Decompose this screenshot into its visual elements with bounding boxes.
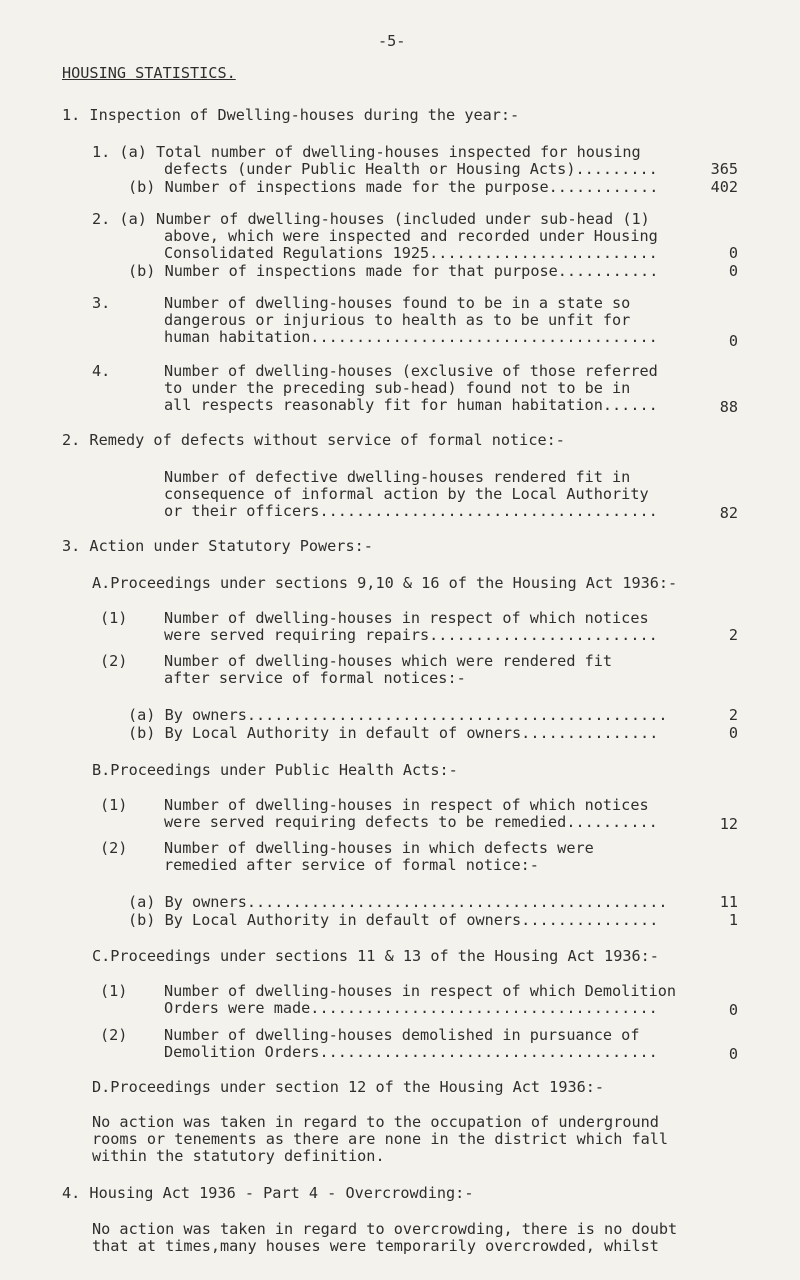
item-b2b-value: 1 xyxy=(728,911,738,929)
subsection-a-title: A.Proceedings under sections 9,10 & 16 of the Housing Act 1936:- xyxy=(92,574,678,592)
item-2b-line-1: (b) Number of inspections made for that purpose........... xyxy=(128,262,659,280)
item-b1-line-2: were served requiring defects to be remedied.......... xyxy=(164,813,658,831)
item-a1-number: (1) xyxy=(100,609,128,627)
section-3-title: 3. Action under Statutory Powers:- xyxy=(62,537,373,555)
item-c2-value: 0 xyxy=(728,1045,738,1063)
item-a2-number: (2) xyxy=(100,652,128,670)
item-b1-line-1: Number of dwelling-houses in respect of which notices xyxy=(164,796,649,814)
item-a2-line-2: after service of formal notices:- xyxy=(164,669,466,687)
section-2-title: 2. Remedy of defects without service of formal notice:- xyxy=(62,431,565,449)
section-1-title: 1. Inspection of Dwelling-houses during the year:- xyxy=(62,106,520,124)
item-a2-line-1: Number of dwelling-houses which were rendered fit xyxy=(164,652,613,670)
item-1a-value: 365 xyxy=(710,160,738,178)
item-4-line-1: Number of dwelling-houses (exclusive of those referred xyxy=(164,362,658,380)
item-a1-line-2: were served requiring repairs......................... xyxy=(164,626,658,644)
item-a2b-value: 0 xyxy=(728,724,738,742)
item-2a-value: 0 xyxy=(728,244,738,262)
item-1b-value: 402 xyxy=(710,178,738,196)
subsection-d-line-3: within the statutory definition. xyxy=(92,1147,385,1165)
subsection-c-title: C.Proceedings under sections 11 & 13 of the Housing Act 1936:- xyxy=(92,947,659,965)
section-2-line-1: Number of defective dwelling-houses rendered fit in xyxy=(164,468,631,486)
subsection-d-line-2: rooms or tenements as there are none in the district which fall xyxy=(92,1130,669,1148)
item-b2-line-1: Number of dwelling-houses in which defects were xyxy=(164,839,594,857)
item-4-line-2: to under the preceding sub-head) found not to be in xyxy=(164,379,631,397)
item-a2b-line: (b) By Local Authority in default of owners............... xyxy=(128,724,659,742)
item-c1-number: (1) xyxy=(100,982,128,1000)
item-b2-number: (2) xyxy=(100,839,128,857)
section-4-line-2: that at times,many houses were temporarily overcrowded, whilst xyxy=(92,1237,659,1255)
item-3-line-1: Number of dwelling-houses found to be in a state so xyxy=(164,294,631,312)
item-4-value: 88 xyxy=(719,398,738,416)
subsection-d-line-1: No action was taken in regard to the occupation of underground xyxy=(92,1113,659,1131)
section-2-line-2: consequence of informal action by the Local Authority xyxy=(164,485,649,503)
item-3-number: 3. xyxy=(92,294,111,312)
item-c1-value: 0 xyxy=(728,1001,738,1019)
subsection-b-title: B.Proceedings under Public Health Acts:- xyxy=(92,761,458,779)
item-2a-line-3: Consolidated Regulations 1925......................... xyxy=(164,244,658,262)
item-2a-line-1: 2. (a) Number of dwelling-houses (included under sub-head (1) xyxy=(92,210,650,228)
item-3-line-2: dangerous or injurious to health as to be unfit for xyxy=(164,311,631,329)
item-3-line-3: human habitation...................................... xyxy=(164,328,658,346)
item-4-line-3: all respects reasonably fit for human habitation...... xyxy=(164,396,658,414)
item-c2-number: (2) xyxy=(100,1026,128,1044)
item-b2-line-2: remedied after service of formal notice:- xyxy=(164,856,539,874)
item-2a-line-2: above, which were inspected and recorded under Housing xyxy=(164,227,658,245)
item-4-number: 4. xyxy=(92,362,111,380)
section-4-line-1: No action was taken in regard to overcrowding, there is no doubt xyxy=(92,1220,678,1238)
page-heading: HOUSING STATISTICS. xyxy=(62,64,236,82)
item-a1-line-1: Number of dwelling-houses in respect of which notices xyxy=(164,609,649,627)
item-b1-value: 12 xyxy=(719,815,738,833)
item-b2a-value: 11 xyxy=(719,893,738,911)
section-4-title: 4. Housing Act 1936 - Part 4 - Overcrowding:- xyxy=(62,1184,474,1202)
item-1b-line-1: (b) Number of inspections made for the purpose............ xyxy=(128,178,659,196)
item-1a-line-1: 1. (a) Total number of dwelling-houses inspected for housing xyxy=(92,143,641,161)
item-c1-line-1: Number of dwelling-houses in respect of which Demolition xyxy=(164,982,677,1000)
item-b2a-line: (a) By owners.............................................. xyxy=(128,893,668,911)
item-a2a-value: 2 xyxy=(728,706,738,724)
item-1a-line-2: defects (under Public Health or Housing Acts)......... xyxy=(164,160,658,178)
item-2b-value: 0 xyxy=(728,262,738,280)
item-a1-value: 2 xyxy=(728,626,738,644)
item-c2-line-2: Demolition Orders..................................... xyxy=(164,1043,658,1061)
item-3-value: 0 xyxy=(728,332,738,350)
page-number: -5- xyxy=(378,32,406,50)
item-a2a-line: (a) By owners.............................................. xyxy=(128,706,668,724)
item-b1-number: (1) xyxy=(100,796,128,814)
subsection-d-title: D.Proceedings under section 12 of the Housing Act 1936:- xyxy=(92,1078,605,1096)
section-2-line-3: or their officers..................................... xyxy=(164,502,658,520)
item-c1-line-2: Orders were made...................................... xyxy=(164,999,658,1017)
section-2-value: 82 xyxy=(719,504,738,522)
item-c2-line-1: Number of dwelling-houses demolished in pursuance of xyxy=(164,1026,640,1044)
item-b2b-line: (b) By Local Authority in default of owners............... xyxy=(128,911,659,929)
